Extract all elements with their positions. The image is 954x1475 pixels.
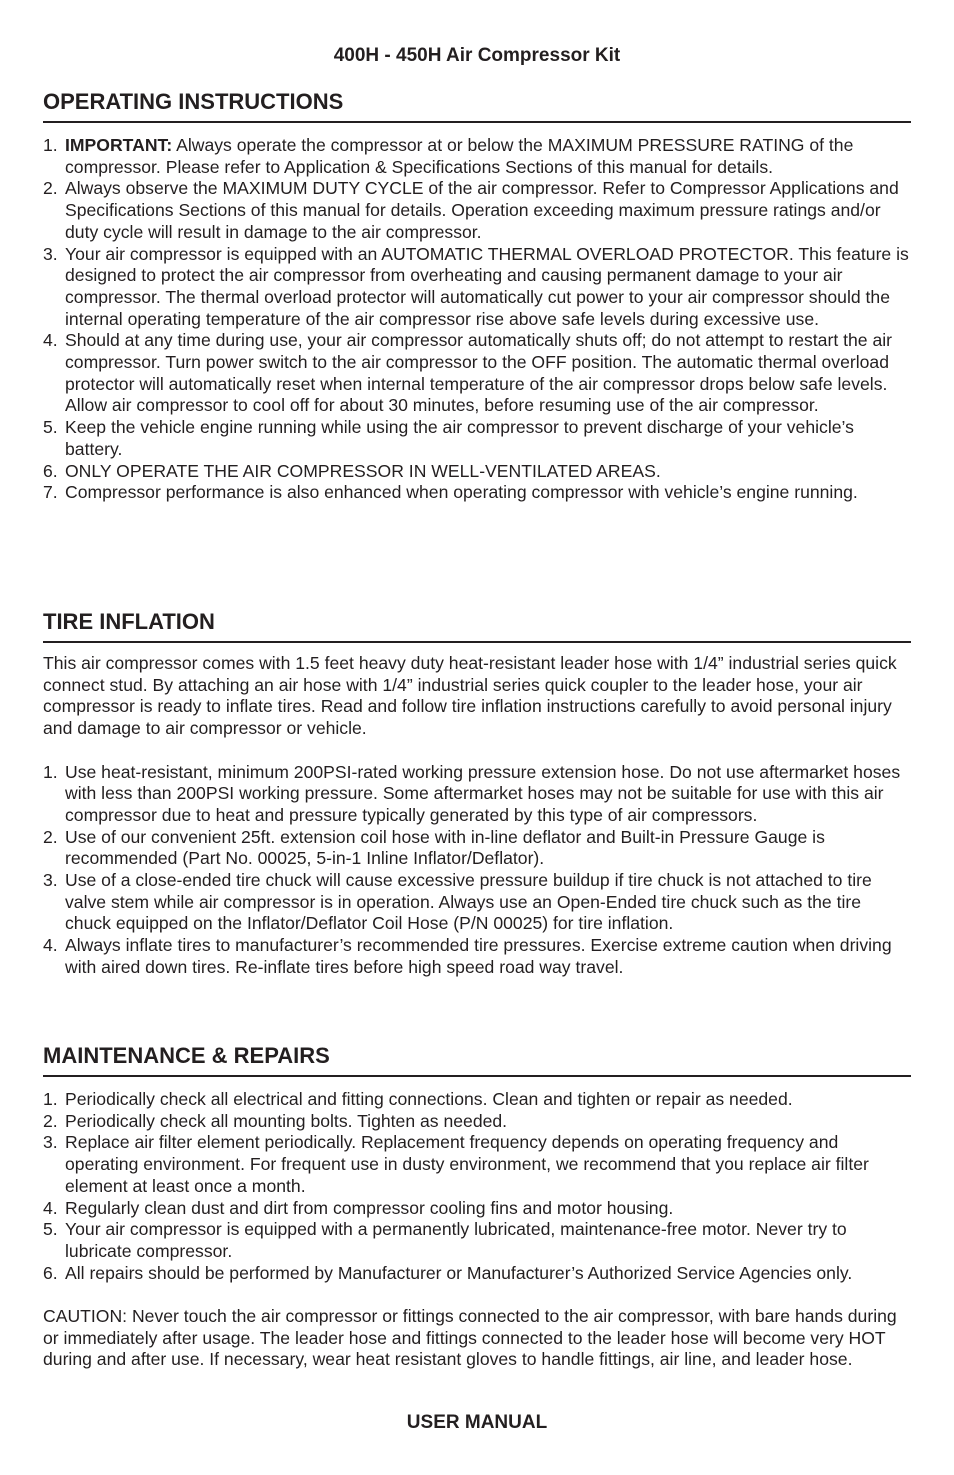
list-item [43, 762, 911, 827]
list-item [43, 1089, 911, 1111]
list-item [43, 461, 911, 483]
item-number: 6. [43, 1262, 58, 1283]
item-number: 2. [43, 178, 58, 199]
item-number: 4. [43, 330, 58, 351]
list-item [43, 1263, 911, 1285]
item-text: Use heat-resistant, minimum 200PSI-rated working pressure extension hose. Do not use aftermarket hoses with less than 200PSI working pressure. Some aftermarket hoses may not be suitable for use with this air compressor due to heat and pressure typically generated by this type of air compressors. [65, 761, 901, 825]
list-item [43, 417, 911, 460]
item-number: 5. [43, 1219, 58, 1240]
caution-paragraph: CAUTION: Never touch the air compressor or fittings connected to the air compressor, with bare hands during or immediately after usage. The leader hose and fittings connected to the leader hose will become very HOT during and after use. If necessary, wear heat resistant gloves to handle fittings, air line, and leader hose. [43, 1306, 897, 1370]
list-item [43, 244, 911, 331]
list-item [43, 330, 911, 417]
document-title: 400H - 450H Air Compressor Kit [333, 45, 621, 66]
list-item [43, 935, 911, 978]
item-number: 4. [43, 935, 58, 956]
section-heading-operating: OPERATING INSTRUCTIONS [43, 88, 911, 123]
section-heading-tire: TIRE INFLATION [43, 608, 911, 643]
item-text: Keep the vehicle engine running while using the air compressor to prevent discharge of your vehicle’s battery. [65, 417, 854, 459]
item-text: Use of our convenient 25ft. extension coil hose with in-line deflator and Built-in Pressure Gauge is recommended (Part No. 00025, 5-in-1 Inline Inflator/Deflator). [65, 826, 825, 869]
item-text: Replace air filter element periodically. Replacement frequency depends on operating frequency and operating environment. For frequent use in dusty environment, we recommend that you replace air filter element at least once a month. [65, 1132, 869, 1196]
item-number: 2. [43, 1110, 58, 1131]
item-text: Your air compressor is equipped with an AUTOMATIC THERMAL OVERLOAD PROTECTOR. This feature is designed to protect the air compressor from overheating and causing permanent damage to your air compressor. The thermal overload protector will automatically cut power to your air compressor should the internal operating temperature of the air compressor rise above safe levels during excessive use. [65, 243, 909, 329]
item-text: ONLY OPERATE THE AIR COMPRESSOR IN WELL-VENTILATED AREAS. [65, 460, 661, 481]
item-text: Regularly clean dust and dirt from compressor cooling fins and motor housing. [65, 1197, 674, 1218]
list-item [43, 1198, 911, 1220]
list-item [43, 482, 911, 504]
list-item [43, 1219, 911, 1262]
item-text: Always operate the compressor at or below the MAXIMUM PRESSURE RATING of the compressor. Please refer to Application & Specifications Sections of this manual for details. [65, 135, 854, 177]
item-number: 2. [43, 826, 58, 847]
item-number: 1. [43, 761, 58, 782]
item-number: 3. [43, 243, 58, 264]
tire-intro-paragraph: This air compressor comes with 1.5 feet heavy duty heat-resistant leader hose with 1/4” industrial series quick connect stud. By attaching an air hose with 1/4” industrial series quick coupler to the leader hose, your air compressor is ready to inflate tires. Read and follow tire inflation instructions carefully to avoid personal injury and damage to air compressor or vehicle. [43, 653, 897, 739]
item-bold-label: IMPORTANT: [65, 135, 173, 155]
list-item [43, 135, 911, 178]
item-number: 1. [43, 1089, 58, 1109]
maintenance-section [43, 1042, 911, 1371]
item-text: Always inflate tires to manufacturer’s recommended tire pressures. Exercise extreme caution when driving with aired down tires. Re-inflate tires before high speed road way travel. [65, 935, 892, 977]
item-text: Use of a close-ended tire chuck will cause excessive pressure buildup if tire chuck is not attached to tire valve stem while air compressor is in operation. Always use an Open-Ended tire chuck such as the tire chuck equipped on the Inflator/Deflator Coil Hose (P/N 00025) for tire inflation. [65, 870, 872, 934]
item-number: 1. [43, 135, 58, 155]
item-text: Should at any time during use, your air compressor automatically shuts off; do not attempt to restart the air compressor. Turn power switch to the air compressor to the OFF position. The automatic thermal overload protector will automatically reset when internal temperature of the air compressor drops below safe levels. Allow air compressor to cool off for about 30 minutes, before resuming use of the air compressor. [65, 330, 892, 416]
item-text: Periodically check all mounting bolts. Tighten as needed. [65, 1110, 508, 1131]
operating-list [43, 135, 911, 504]
list-item [43, 178, 911, 243]
item-text: Always observe the MAXIMUM DUTY CYCLE of the air compressor. Refer to Compressor Applications and Specifications Sections of this manual for details. Operation exceeding maximum pressure ratings and/or duty cycle will result in damage to the air compressor. [65, 178, 899, 242]
list-item [43, 1132, 911, 1197]
list-item [43, 1111, 911, 1133]
operating-instructions-section [43, 88, 911, 504]
item-text: Compressor performance is also enhanced when operating compressor with vehicle’s engine running. [65, 482, 858, 503]
item-number: 4. [43, 1197, 58, 1218]
item-number: 3. [43, 1132, 58, 1153]
footer-label: USER MANUAL [406, 1412, 548, 1433]
tire-inflation-section [43, 608, 911, 979]
item-text: All repairs should be performed by Manufacturer or Manufacturer’s Authorized Service Agencies only. [65, 1262, 853, 1283]
list-item [43, 827, 911, 870]
item-text: Periodically check all electrical and fitting connections. Clean and tighten or repair as needed. [65, 1089, 793, 1109]
tire-list [43, 762, 911, 979]
paragraph-spacer [43, 1284, 911, 1306]
item-number: 3. [43, 870, 58, 891]
maintenance-list [43, 1089, 911, 1284]
section-heading-maintenance: MAINTENANCE & REPAIRS [43, 1042, 911, 1077]
item-number: 5. [43, 417, 58, 438]
item-number: 6. [43, 460, 58, 481]
paragraph-spacer [43, 740, 911, 762]
item-text: Your air compressor is equipped with a permanently lubricated, maintenance-free motor. Never try to lubricate compressor. [65, 1219, 847, 1261]
item-number: 7. [43, 482, 58, 503]
list-item [43, 870, 911, 935]
